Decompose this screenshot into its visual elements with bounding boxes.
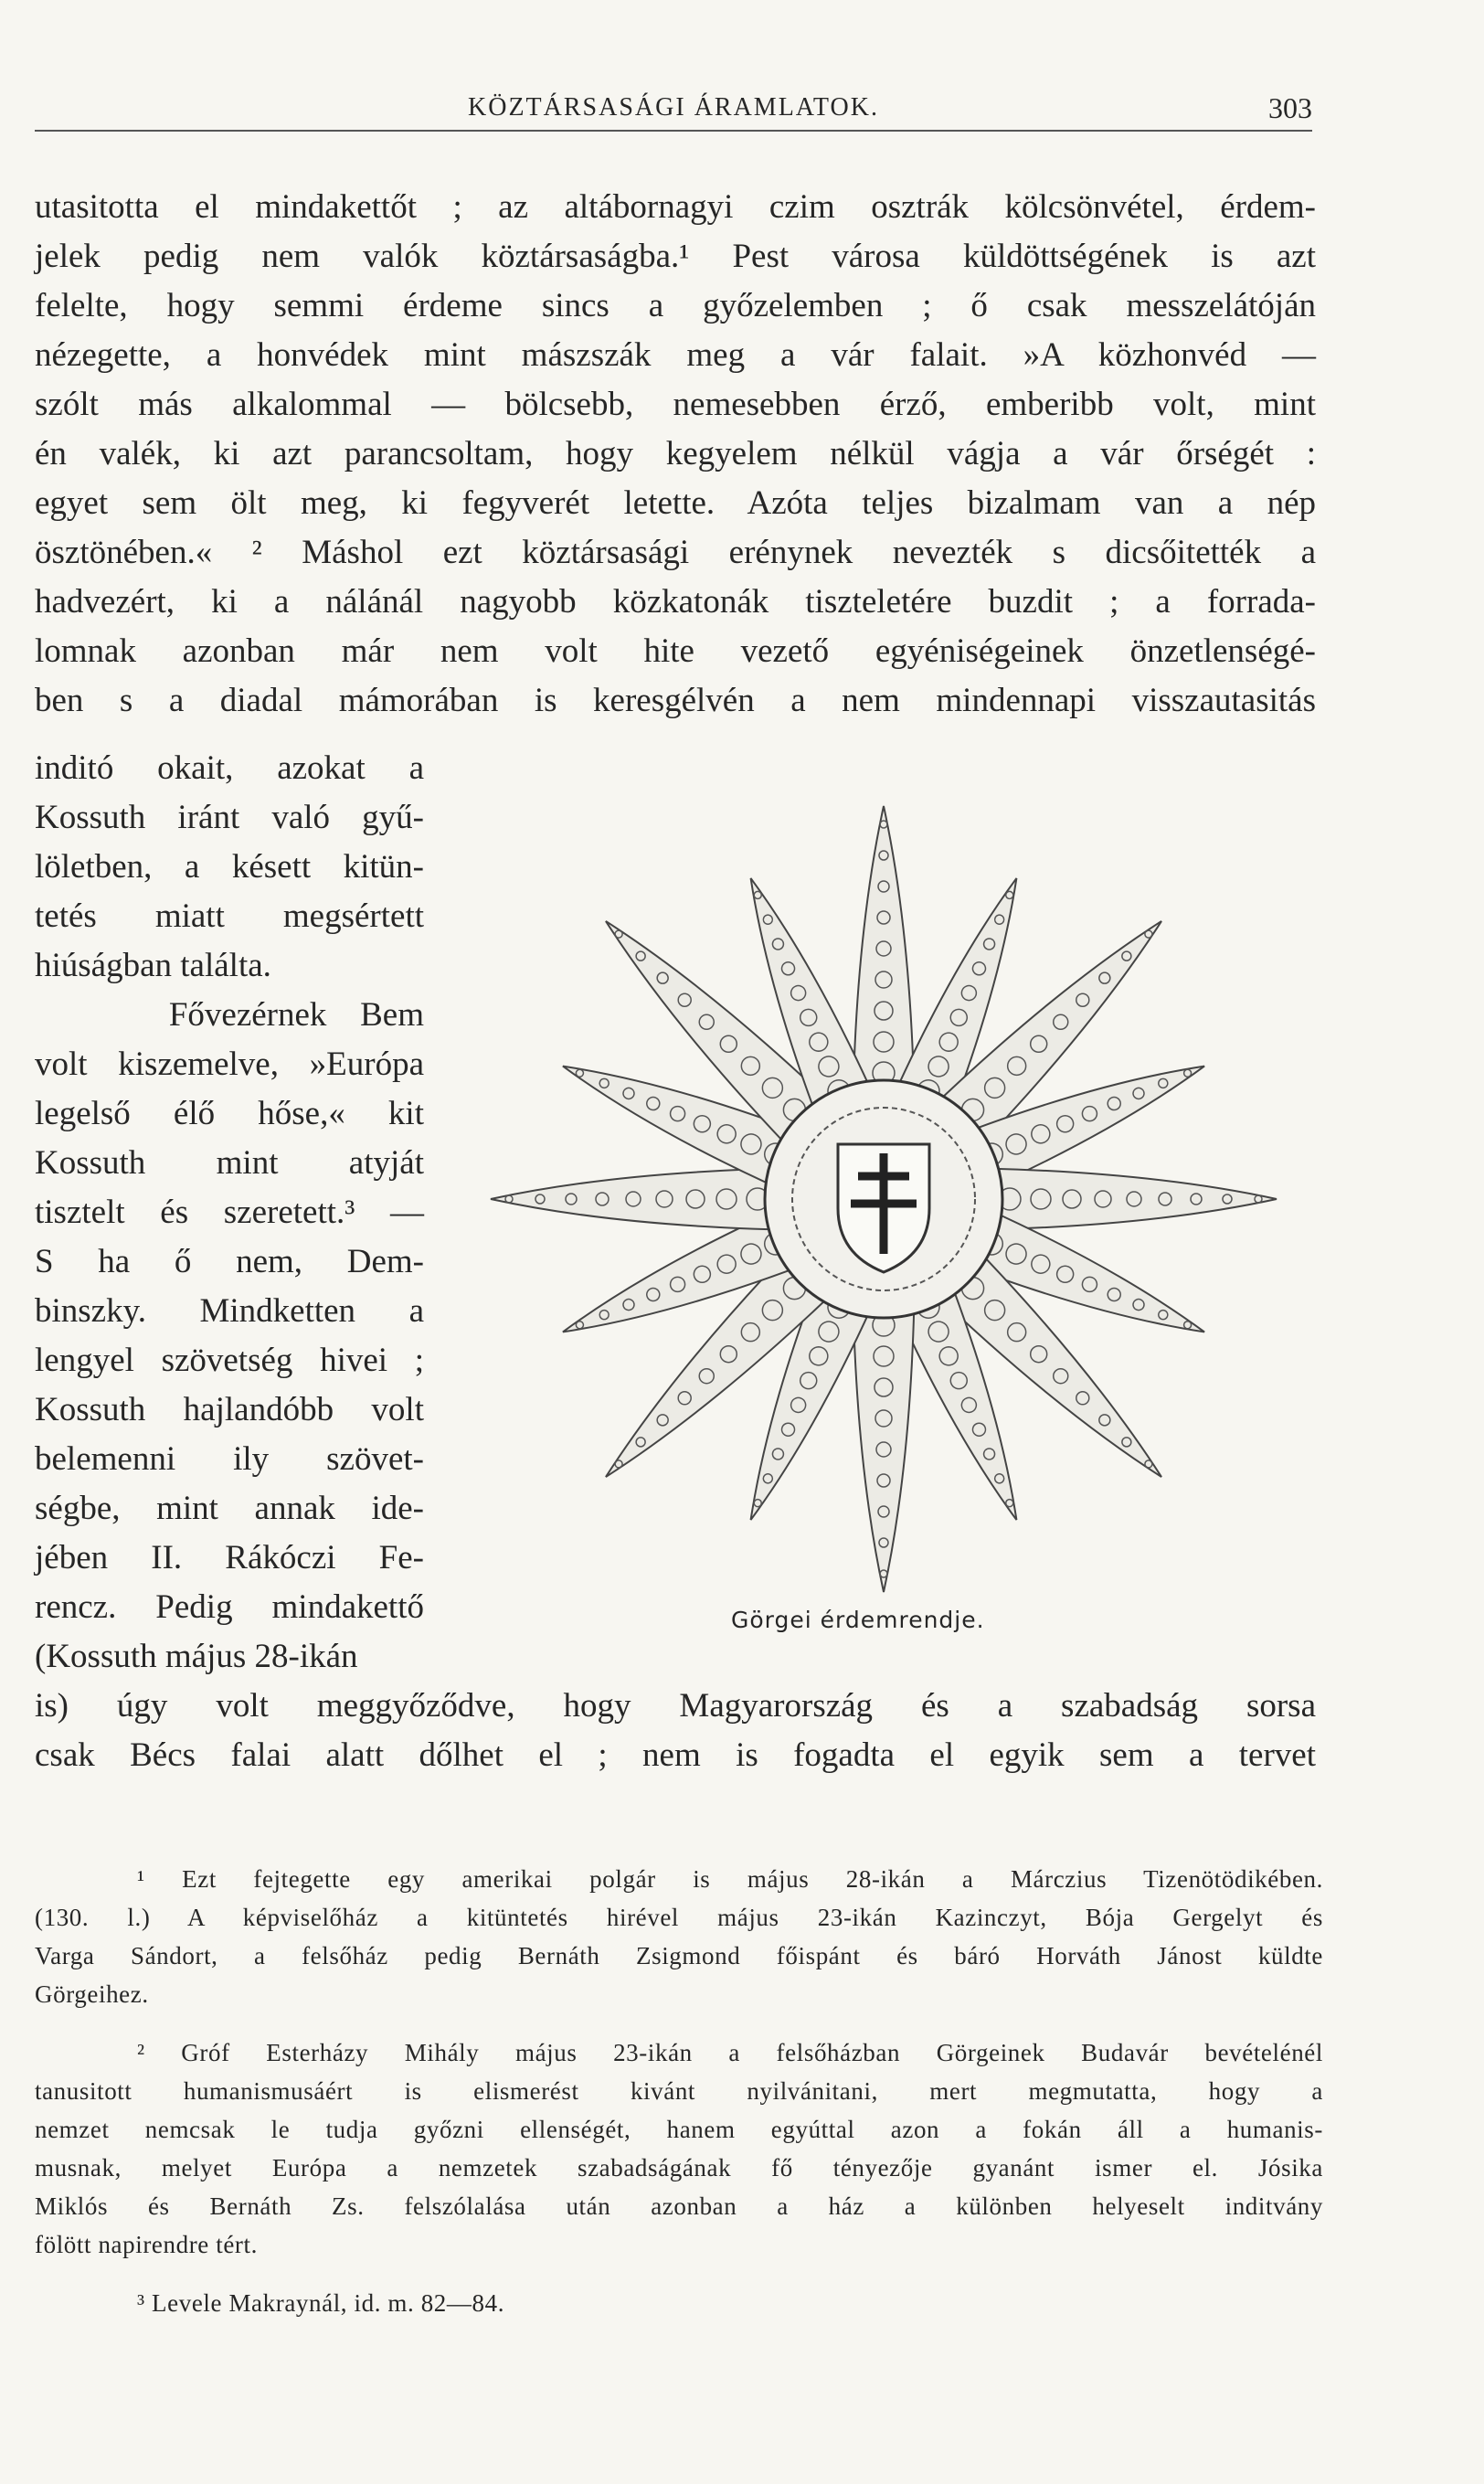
running-header <box>35 88 1312 132</box>
body-line: szólt más alkalommal — bölcsebb, nemesebben érző, emberibb volt, mint <box>35 386 1316 423</box>
body-line: jelek pedig nem valók köztársaságba.¹ Pest városa küldöttségének is azt <box>35 238 1316 275</box>
narrow-line: tetés miatt megsértett <box>35 897 424 935</box>
body-line: felelte, hogy semmi érdeme sincs a győzelemben ; ő csak messzelátóján <box>35 287 1316 324</box>
narrow-line: binszky. Mindketten a <box>35 1292 424 1330</box>
body-line: ösztönében.« ² Máshol ezt köztársasági erénynek nevezték s dicsőitették a <box>35 534 1316 571</box>
footnote-line: musnak, melyet Európa a nemzetek szabadságának fő tényezője gyanánt ismer el. Jósika <box>35 2154 1323 2181</box>
narrow-line: rencz. Pedig mindakettő <box>35 1588 424 1626</box>
footnote-line: (130. l.) A képviselőház a kitüntetés hirével május 23-ikán Kazinczyt, Bója Gergelyt és <box>35 1904 1323 1931</box>
footnote-line: ¹ Ezt fejtegette egy amerikai polgár is május 28-ikán a Márczius Tizenötödikében. <box>137 1865 1323 1893</box>
footnote-line: Görgeihez. <box>35 1980 149 2008</box>
narrow-line: inditó okait, azokat a <box>35 749 424 787</box>
narrow-line: tisztelt és szeretett.³ — <box>35 1194 424 1231</box>
narrow-line: Kossuth iránt való gyű- <box>35 799 424 836</box>
narrow-line: Kossuth hajlandóbb volt <box>35 1391 424 1428</box>
narrow-line: S ha ő nem, Dem- <box>35 1243 424 1280</box>
footnote-line: ² Gróf Esterházy Mihály május 23-ikán a felsőházban Görgeinek Budavár bevételénél <box>137 2039 1323 2066</box>
body-line: utasitotta el mindakettőt ; az altábornagyi czim osztrák kölcsönvétel, érdem- <box>35 188 1316 226</box>
narrow-line: jében II. Rákóczi Fe- <box>35 1539 424 1576</box>
footnote-line: Varga Sándort, a felsőház pedig Bernáth Zsigmond főispánt és báró Horváth Jánost küldte <box>35 1942 1323 1969</box>
narrow-line: (Kossuth május 28-ikán <box>35 1638 358 1675</box>
footnote-line: Miklós és Bernáth Zs. felszólalása után azonban a ház a különben helyeselt inditvány <box>35 2192 1323 2220</box>
footnote-line: nemzet nemcsak le tudja győzni ellenségét, hanem egyúttal azon a fokán áll a humanis- <box>35 2116 1323 2143</box>
medal-illustration <box>475 770 1292 1610</box>
narrow-line: volt kiszemelve, »Európa <box>35 1046 424 1083</box>
body-line: lomnak azonban már nem volt hite vezető egyéniségeinek önzetlenségé- <box>35 632 1316 670</box>
body-line: is) úgy volt meggyőződve, hogy Magyarország és a szabadság sorsa <box>35 1687 1316 1725</box>
narrow-line: lengyel szövetség hivei ; <box>35 1342 424 1379</box>
narrow-line: Kossuth mint atyját <box>35 1144 424 1182</box>
narrow-line: Fővezérnek Bem <box>35 996 424 1034</box>
figure-caption: Görgei érdemrendje. <box>731 1607 985 1633</box>
body-line: egyet sem ölt meg, ki fegyverét letette. Azóta teljes bizalmam van a nép <box>35 484 1316 522</box>
running-title: KÖZTÁRSASÁGI ÁRAMLATOK. <box>468 93 879 122</box>
narrow-line: hiúságban találta. <box>35 947 271 984</box>
footnote-line: ³ Levele Makraynál, id. m. 82—84. <box>137 2289 505 2317</box>
body-line: hadvezért, ki a nálánál nagyobb közkatonák tiszteletére buzdit ; a forrada- <box>35 583 1316 621</box>
footnote-line: fölött napirendre tért. <box>35 2231 258 2258</box>
narrow-line: ségbe, mint annak ide- <box>35 1490 424 1527</box>
body-line: csak Bécs falai alatt dőlhet el ; nem is fogadta el egyik sem a tervet <box>35 1736 1316 1774</box>
body-line: én valék, ki azt parancsoltam, hogy kegyelem nélkül vágja a vár őrségét : <box>35 435 1316 472</box>
narrow-line: belemenni ily szövet- <box>35 1440 424 1478</box>
page-number: 303 <box>1268 91 1312 124</box>
star-order-medal-icon <box>475 770 1292 1610</box>
footnote-line: tanusitott humanismusáért is elismerést kivánt nyilvánitani, mert megmutatta, hogy a <box>35 2077 1323 2105</box>
body-line: nézegette, a honvédek mint mászszák meg a vár falait. »A közhonvéd — <box>35 336 1316 374</box>
body-line: ben s a diadal mámorában is keresgélvén a nem mindennapi visszautasitás <box>35 682 1316 719</box>
narrow-line: löletben, a késett kitün- <box>35 848 424 886</box>
narrow-line: legelső élő hőse,« kit <box>35 1095 424 1132</box>
